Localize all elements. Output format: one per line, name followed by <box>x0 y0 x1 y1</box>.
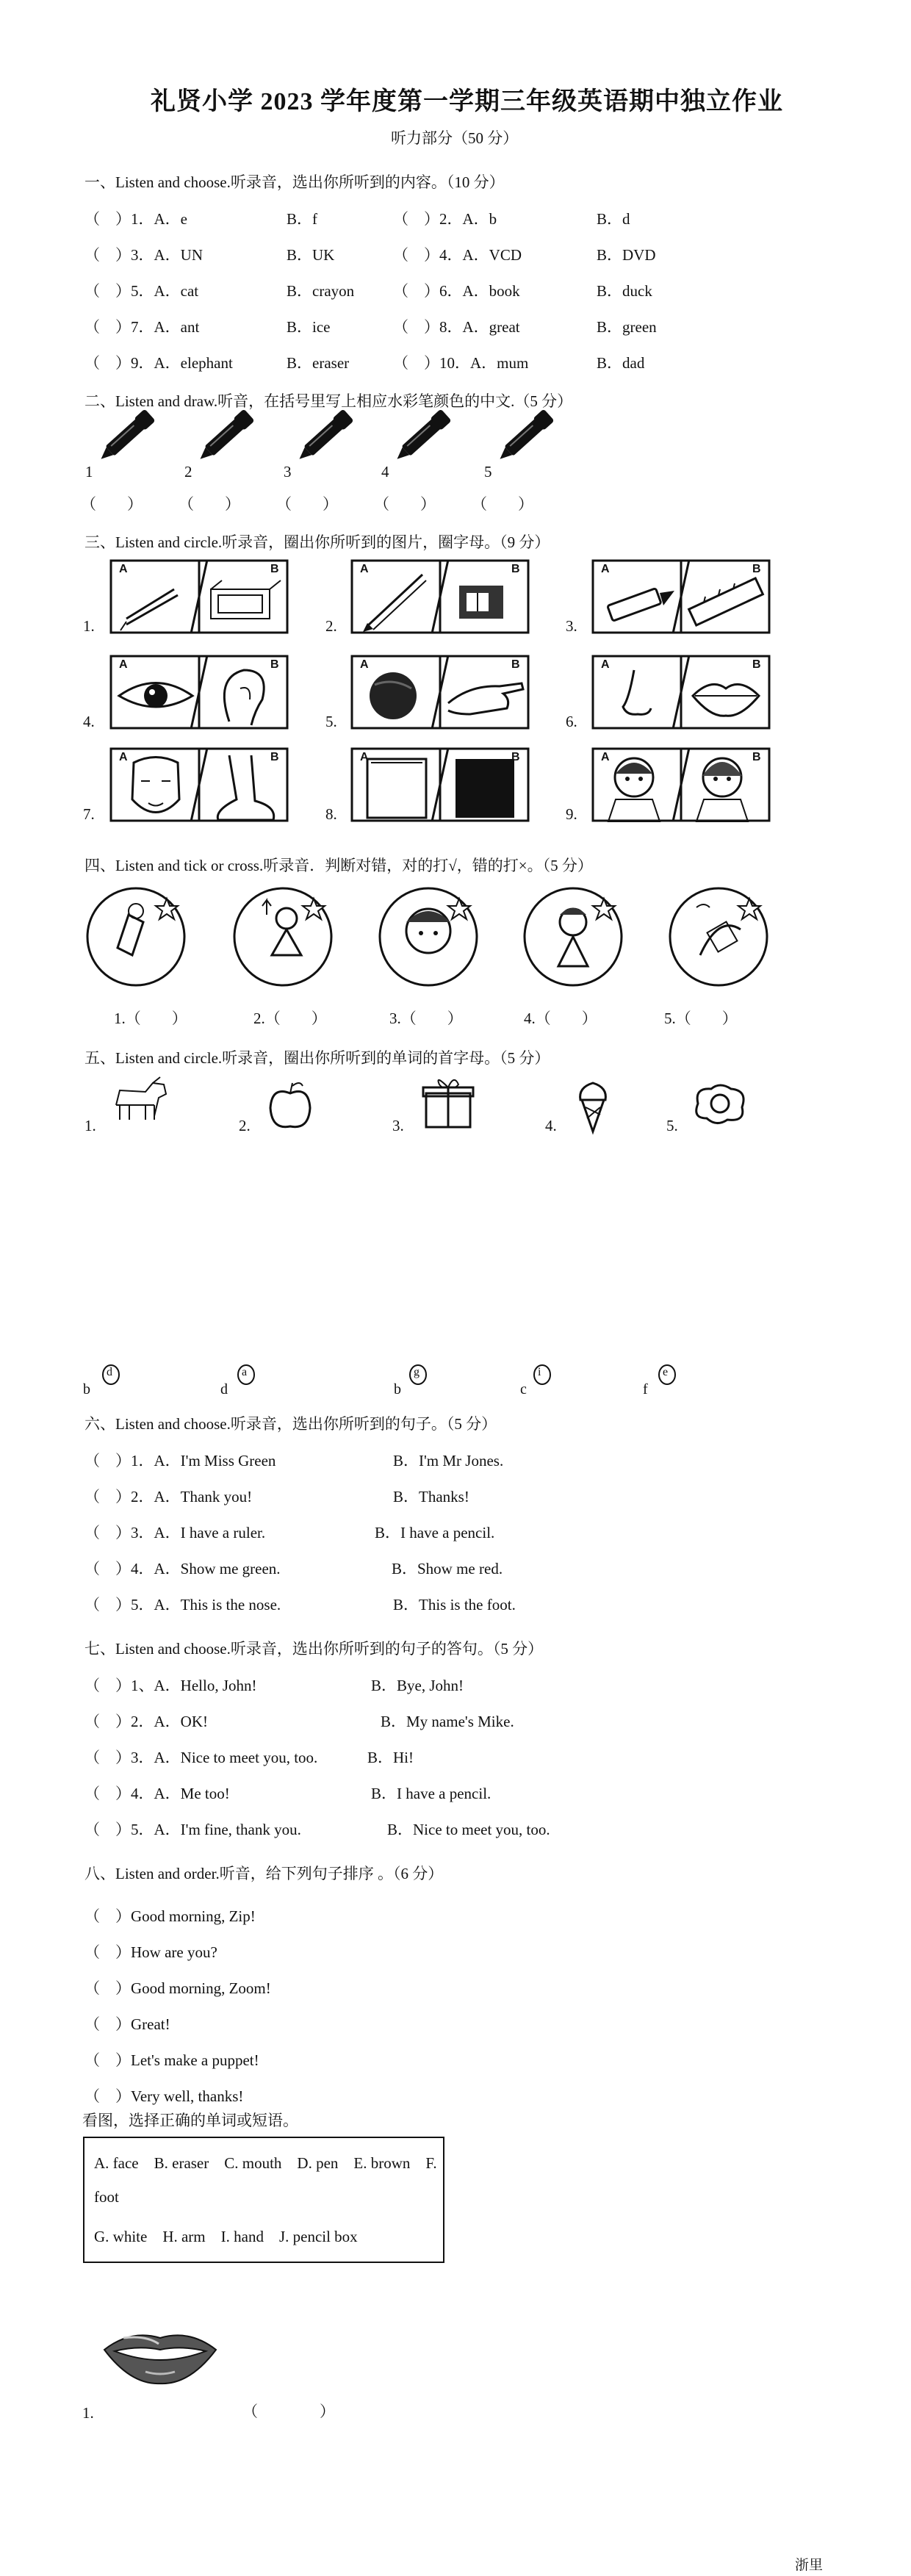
s5-item-number-4: 4. <box>545 1117 557 1134</box>
section-5-heading: 五、Listen and circle.听录音，圈出你所听到的单词的首字母。（5 分） <box>84 1049 550 1067</box>
marker-pen-icon-3 <box>287 408 360 481</box>
s5-letter-option-4-b[interactable]: i <box>538 1366 541 1378</box>
s5-item-number-2: 2. <box>239 1117 251 1134</box>
s3-picture-pen-vs-sharpener <box>351 560 529 633</box>
s6-row4-option-b[interactable]: B．Show me red. <box>392 1560 503 1577</box>
s5-letter-circle-icon-4 <box>533 1364 552 1386</box>
s3-picture-girl-vs-girl <box>592 748 770 821</box>
s3-option-b-label-9[interactable]: B <box>752 751 761 763</box>
section-2-heading: 二、Listen and draw.听音，在括号里写上相应水彩笔颜色的中文.（5 分） <box>84 392 573 410</box>
s1-row1-col1[interactable]: （ ）1．A．e <box>84 210 187 228</box>
s3-option-b-label-6[interactable]: B <box>752 658 761 671</box>
s4-scene-two-illustration <box>231 885 334 988</box>
s2-marker-number-5: 5 <box>484 463 492 481</box>
s3-item-number-9: 9. <box>566 805 577 823</box>
s1-row5-col3[interactable]: （ ）10．A．mum <box>393 354 529 372</box>
s2-marker-number-3: 3 <box>284 463 292 481</box>
s3-picture-crayon-vs-ruler <box>592 560 770 633</box>
s5-letter-option-3-b[interactable]: g <box>414 1366 420 1378</box>
s1-row5-col1[interactable]: （ ）9．A．elephant <box>84 354 233 372</box>
s3-option-a-label-4[interactable]: A <box>119 658 128 671</box>
s3-option-b-label-7[interactable]: B <box>270 751 279 763</box>
s5-item-number-5: 5. <box>666 1117 678 1134</box>
s7-row1-option-b[interactable]: B．Bye, John! <box>371 1677 464 1694</box>
s7-row3-option-b[interactable]: B．Hi! <box>367 1749 414 1766</box>
s7-row4-option-a[interactable]: （ ）4．A．Me too! <box>84 1785 230 1802</box>
s5-letter-option-1-b[interactable]: d <box>107 1366 112 1378</box>
s3-option-a-label-7[interactable]: A <box>119 751 128 763</box>
section-9-item-1-blank[interactable]: （ ） <box>242 2403 335 2420</box>
s6-row1-option-a[interactable]: （ ）1．A．I'm Miss Green <box>84 1452 276 1469</box>
s2-marker-number-2: 2 <box>184 463 192 481</box>
s6-row2-option-a[interactable]: （ ）2．A．Thank you! <box>84 1488 253 1505</box>
s6-row3-option-a[interactable]: （ ）3．A．I have a ruler. <box>84 1524 266 1541</box>
s4-scene-three-illustration <box>377 885 480 988</box>
s7-row2-option-a[interactable]: （ ）2．A．OK! <box>84 1713 208 1730</box>
s3-option-b-label-4[interactable]: B <box>270 658 279 671</box>
s2-answer-blank-1[interactable]: （ ） <box>81 495 143 513</box>
s3-option-b-label-8[interactable]: B <box>511 751 520 763</box>
gift-box-icon <box>420 1073 479 1132</box>
section-6-heading: 六、Listen and choose.听录音，选出你所听到的句子。（5 分） <box>84 1415 497 1433</box>
s3-option-a-label-9[interactable]: A <box>601 751 610 763</box>
s8-order-item-6[interactable]: （ ）Very well, thanks! <box>84 2087 244 2105</box>
s7-row5-option-b[interactable]: B．Nice to meet you, too. <box>387 1821 550 1838</box>
s1-row4-col2: B．ice <box>287 318 331 336</box>
ice-cream-icon <box>567 1074 626 1133</box>
word-option-line-1: A. face B. eraser C. mouth D. pen E. brown F. <box>94 2154 437 2172</box>
s7-row4-option-b[interactable]: B．I have a pencil. <box>371 1785 491 1802</box>
s1-row4-col4: B．green <box>597 318 657 336</box>
s3-item-number-2: 2. <box>325 617 337 635</box>
s2-answer-blank-5[interactable]: （ ） <box>472 495 533 513</box>
s5-item-number-3: 3. <box>392 1117 404 1134</box>
apple-icon <box>264 1079 323 1137</box>
s3-option-a-label-8[interactable]: A <box>360 751 369 763</box>
lips-icon <box>101 2328 219 2386</box>
marker-pen-icon-4 <box>384 408 458 481</box>
s4-answer-blank-3[interactable]: 3.（ ） <box>389 1010 463 1027</box>
s6-row5-option-a[interactable]: （ ）5．A．This is the nose. <box>84 1596 281 1613</box>
section-8-heading: 八、Listen and order.听音，给下列句子排序 。（6 分） <box>84 1865 444 1882</box>
marker-pen-icon-1 <box>88 408 162 481</box>
s6-row2-option-b[interactable]: B．Thanks! <box>393 1488 469 1505</box>
word-option-line-2: foot <box>94 2188 119 2206</box>
s3-option-a-label-2[interactable]: A <box>360 563 369 575</box>
s3-option-b-label-5[interactable]: B <box>511 658 520 671</box>
s5-letter-option-2-b[interactable]: a <box>242 1366 248 1378</box>
s3-picture-face-vs-foot <box>110 748 288 821</box>
s8-order-item-3[interactable]: （ ）Good morning, Zoom! <box>84 1979 271 1997</box>
section-3-heading: 三、Listen and circle.听录音，圈出你所听到的图片，圈字母。（9 分） <box>84 533 550 551</box>
s7-row1-option-a[interactable]: （ ）1、A．Hello, John! <box>84 1677 257 1694</box>
s3-item-number-3: 3. <box>566 617 577 635</box>
s1-row2-col4: B．DVD <box>597 246 656 264</box>
section-4-heading: 四、Listen and tick or cross.听录音．判断对错，对的打√，错的打×。（5 分） <box>84 857 593 874</box>
marker-pen-icon-5 <box>487 408 561 481</box>
s5-letter-option-5-b[interactable]: e <box>663 1366 669 1378</box>
s5-letter-option-3-a[interactable]: b <box>394 1381 401 1397</box>
s4-answer-blank-4[interactable]: 4.（ ） <box>524 1010 597 1027</box>
s3-item-number-1: 1. <box>83 617 95 635</box>
marker-pen-icon-2 <box>187 408 261 481</box>
s1-row2-col2: B．UK <box>287 246 335 264</box>
s1-row1-col2: B．f <box>287 210 317 228</box>
s2-answer-blank-3[interactable]: （ ） <box>276 495 338 513</box>
s6-row5-option-b[interactable]: B．This is the foot. <box>393 1596 516 1613</box>
s6-row1-option-b[interactable]: B．I'm Mr Jones. <box>393 1452 504 1469</box>
s6-row4-option-a[interactable]: （ ）4．A．Show me green. <box>84 1560 281 1577</box>
s1-row4-col3[interactable]: （ ）8．A．great <box>393 318 520 336</box>
s3-picture-face-vs-hand <box>351 655 529 729</box>
s3-picture-eye-vs-ear <box>110 655 288 729</box>
s1-row3-col3[interactable]: （ ）6．A．book <box>393 282 520 300</box>
s7-row3-option-a[interactable]: （ ）3．A．Nice to meet you, too. <box>84 1749 318 1766</box>
word-option-line-3: G. white H. arm I. hand J. pencil box <box>94 2228 358 2245</box>
s3-option-b-label-1[interactable]: B <box>270 563 279 575</box>
s3-picture-white-vs-black-board <box>351 748 529 821</box>
s3-picture-pencil-vs-pencil-box <box>110 560 288 633</box>
s1-row3-col2: B．crayon <box>287 282 355 300</box>
s1-row1-col4: B．d <box>597 210 630 228</box>
s2-answer-blank-4[interactable]: （ ） <box>374 495 436 513</box>
s4-scene-five-illustration <box>667 885 770 988</box>
s3-picture-nose-vs-lips <box>592 655 770 729</box>
s2-answer-blank-2[interactable]: （ ） <box>179 495 240 513</box>
s4-scene-four-illustration <box>522 885 624 988</box>
s5-letter-option-5-a[interactable]: f <box>643 1381 648 1397</box>
section-9-item-1-number: 1. <box>82 2404 94 2422</box>
dog-icon <box>109 1076 168 1134</box>
s1-row5-col2: B．eraser <box>287 354 350 372</box>
footer-text: 浙里 <box>795 2558 824 2573</box>
s1-row2-col3[interactable]: （ ）4．A．VCD <box>393 246 522 264</box>
s3-option-a-label-5[interactable]: A <box>360 658 369 671</box>
s6-row3-option-b[interactable]: B．I have a pencil. <box>375 1524 495 1541</box>
s1-row5-col4: B．dad <box>597 354 645 372</box>
s5-letter-option-1-a[interactable]: b <box>83 1381 90 1397</box>
section-1-heading: 一、Listen and choose.听录音，选出你所听到的内容。（10 分） <box>84 173 505 191</box>
fried-egg-icon <box>691 1082 749 1140</box>
section-7-heading: 七、Listen and choose.听录音，选出你所听到的句子的答句。（5 分） <box>84 1640 544 1658</box>
s1-row2-col1[interactable]: （ ）3．A．UN <box>84 246 203 264</box>
s8-order-item-5[interactable]: （ ）Let's make a puppet! <box>84 2051 259 2069</box>
s3-item-number-5: 5. <box>325 713 337 730</box>
s4-scene-one-illustration <box>84 885 187 988</box>
s4-answer-blank-5[interactable]: 5.（ ） <box>664 1010 738 1027</box>
s1-row4-col1[interactable]: （ ）7．A．ant <box>84 318 200 336</box>
s5-letter-option-2-a[interactable]: d <box>220 1381 228 1397</box>
s3-option-b-label-2[interactable]: B <box>511 563 520 575</box>
s7-row5-option-a[interactable]: （ ）5．A．I'm fine, thank you. <box>84 1821 301 1838</box>
s8-order-item-1[interactable]: （ ）Good morning, Zip! <box>84 1907 256 1925</box>
s3-item-number-4: 4. <box>83 713 95 730</box>
s1-row1-col3[interactable]: （ ）2．A．b <box>393 210 497 228</box>
s2-marker-number-1: 1 <box>85 463 93 481</box>
s3-option-b-label-3[interactable]: B <box>752 563 761 575</box>
s3-option-a-label-6[interactable]: A <box>601 658 610 671</box>
s1-row3-col4: B．duck <box>597 282 652 300</box>
s7-row2-option-b[interactable]: B．My name's Mike. <box>381 1713 514 1730</box>
s3-option-a-label-3[interactable]: A <box>601 563 610 575</box>
section-9-heading: 看图，选择正确的单词或短语。 <box>82 2112 298 2129</box>
s5-item-number-1: 1. <box>84 1117 96 1134</box>
s5-letter-option-4-a[interactable]: c <box>520 1381 527 1397</box>
page-title: 礼贤小学 2023 学年度第一学期三年级英语期中独立作业 <box>151 88 783 115</box>
s4-answer-blank-2[interactable]: 2.（ ） <box>253 1010 327 1027</box>
s3-option-a-label-1[interactable]: A <box>119 563 128 575</box>
s8-order-item-2[interactable]: （ ）How are you? <box>84 1943 217 1961</box>
page-subtitle: 听力部分（50 分） <box>391 129 519 147</box>
s8-order-item-4[interactable]: （ ）Great! <box>84 2015 170 2033</box>
s1-row3-col1[interactable]: （ ）5．A．cat <box>84 282 199 300</box>
s3-item-number-8: 8. <box>325 805 337 823</box>
s3-item-number-7: 7. <box>83 805 95 823</box>
s4-answer-blank-1[interactable]: 1.（ ） <box>114 1010 187 1027</box>
s3-item-number-6: 6. <box>566 713 577 730</box>
s2-marker-number-4: 4 <box>381 463 389 481</box>
